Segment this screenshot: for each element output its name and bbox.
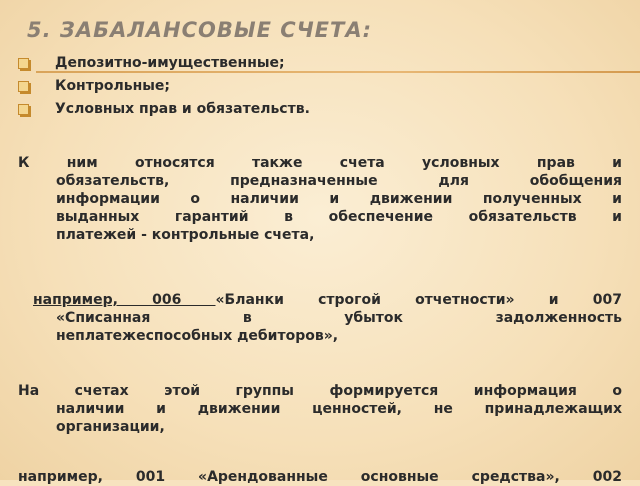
- paragraph-line: «Списанная в убыток задолженность: [56, 310, 622, 326]
- bullet-text: Контрольные;: [55, 78, 171, 94]
- paragraph-line: организации,: [56, 419, 165, 435]
- paragraph-control-accounts: [18, 154, 622, 244]
- bullet-item: [18, 78, 310, 101]
- paragraph-line: платежей - контрольные счета,: [56, 227, 315, 243]
- slide-title: 5. ЗАБАЛАНСОВЫЕ СЧЕТА:: [27, 18, 372, 42]
- paragraph-line: обязательств, предназначенные для обобщения: [56, 173, 622, 189]
- paragraph-line: [18, 291, 622, 309]
- paragraph-line: На счетах этой группы формируется информация о: [18, 383, 622, 399]
- paragraph-line: наличии и движении ценностей, не принадлежащих: [56, 401, 622, 417]
- square-bullet-icon: [18, 104, 29, 115]
- bullet-item: [18, 101, 310, 124]
- square-bullet-icon: [18, 81, 29, 92]
- paragraph-line: К ним относятся также счета условных прав и: [18, 155, 622, 171]
- square-bullet-icon: [18, 58, 29, 69]
- example-lead: например, 006: [33, 292, 216, 308]
- paragraph-line: неплатежеспособных дебиторов»,: [56, 328, 339, 344]
- paragraph-example-001: [18, 468, 622, 486]
- bullet-text: Депозитно-имущественные;: [55, 55, 285, 71]
- paragraph-example-006: [18, 291, 622, 345]
- paragraph-line: выданных гарантий в обеспечение обязательств и: [56, 209, 622, 225]
- paragraph-third-party-assets: [18, 382, 622, 436]
- bullet-text: Условных прав и обязательств.: [55, 101, 310, 117]
- bullet-item: [18, 55, 310, 78]
- paragraph-line: информации о наличии и движении полученных и: [56, 191, 622, 207]
- bullet-list: [18, 55, 310, 124]
- paragraph-line: например, 001 «Арендованные основные средства», 002: [18, 469, 622, 485]
- example-text: «Бланки строгой отчетности» и 007: [215, 292, 622, 308]
